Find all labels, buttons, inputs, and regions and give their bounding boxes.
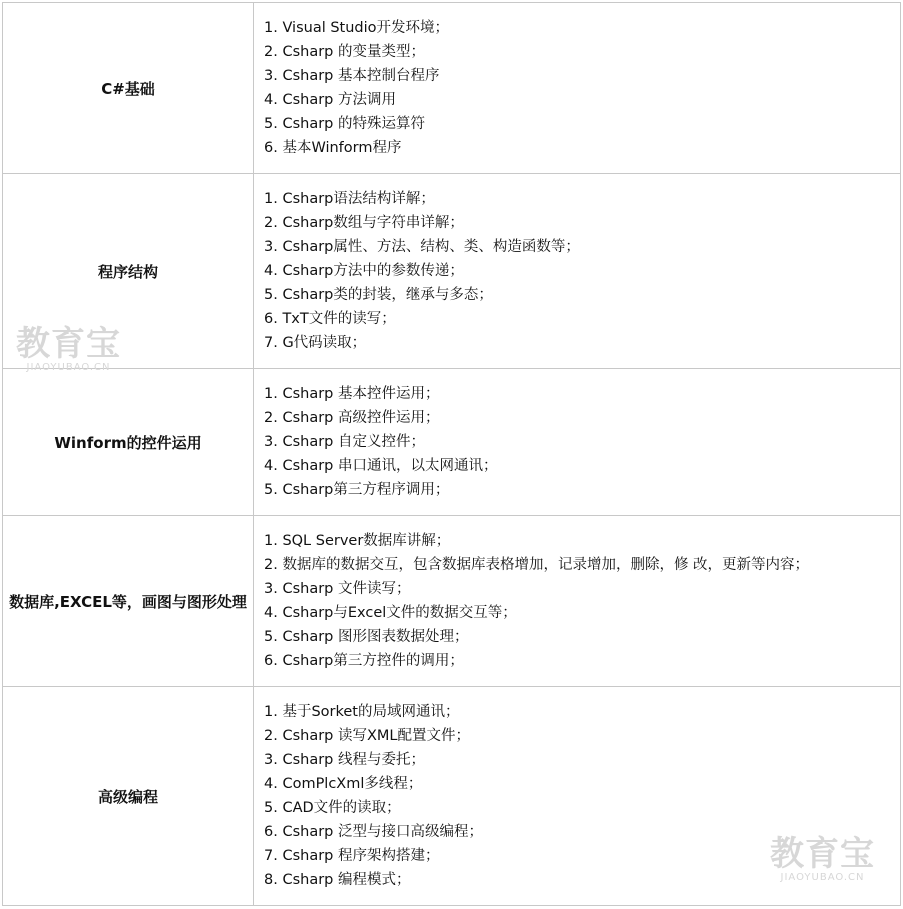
list-item: 1. SQL Server数据库讲解； [264, 533, 451, 549]
list-item: 7. Csharp 程序架构搭建； [264, 848, 440, 864]
course-table [2, 2, 901, 906]
list-item: 3. Csharp 文件读写； [264, 581, 411, 597]
list-item: 4. Csharp方法中的参数传递； [264, 263, 464, 279]
watermark-brand: 教育宝 [770, 834, 875, 874]
list-item: 4. Csharp与Excel文件的数据交互等； [264, 605, 517, 621]
list-item: 6. TxT文件的读写； [264, 311, 396, 327]
list-item: 5. Csharp 的特殊运算符 [264, 116, 425, 132]
table-row [3, 174, 901, 369]
list-item: 3. Csharp 基本控制台程序 [264, 68, 440, 84]
item-list [264, 187, 900, 355]
list-item: 6. 基本Winform程序 [264, 140, 402, 156]
list-item: 5. Csharp类的封装，继承与多态； [264, 287, 493, 303]
list-item: 7. G代码读取； [264, 335, 367, 351]
list-item: 2. Csharp数组与字符串详解； [264, 215, 464, 231]
list-item: 2. Csharp 读写XML配置文件； [264, 728, 470, 744]
list-item: 1. 基于Sorket的局域网通讯； [264, 704, 460, 720]
list-item: 6. Csharp 泛型与接口高级编程； [264, 824, 483, 840]
item-list [264, 700, 900, 892]
list-item: 4. ComPlcXml多线程； [264, 776, 423, 792]
topic-cell: 程序结构 [3, 174, 254, 369]
list-item: 2. 数据库的数据交互，包含数据库表格增加，记录增加，删除，修 改，更新等内容； [264, 557, 810, 573]
table-row [3, 3, 901, 174]
topic-cell: C#基础 [3, 3, 254, 174]
item-list [264, 16, 900, 160]
list-item: 3. Csharp 线程与委托； [264, 752, 425, 768]
topic-cell: Winform的控件运用 [3, 369, 254, 516]
table-row [3, 516, 901, 687]
watermark-domain: JIAOYUBAO.CN [26, 362, 111, 373]
list-item: 6. Csharp第三方控件的调用； [264, 653, 464, 669]
content-cell [254, 174, 901, 369]
list-item: 3. Csharp属性、方法、结构、类、构造函数等； [264, 239, 580, 255]
list-item: 1. Csharp语法结构详解； [264, 191, 435, 207]
list-item: 1. Visual Studio开发环境； [264, 20, 450, 36]
list-item: 5. Csharp第三方程序调用； [264, 482, 450, 498]
item-list [264, 529, 900, 673]
list-item: 4. Csharp 方法调用 [264, 92, 396, 108]
list-item: 5. CAD文件的读取； [264, 800, 401, 816]
content-cell [254, 516, 901, 687]
list-item: 8. Csharp 编程模式； [264, 872, 411, 888]
list-item: 5. Csharp 图形图表数据处理； [264, 629, 469, 645]
list-item: 3. Csharp 自定义控件； [264, 434, 425, 450]
topic-cell: 高级编程 [3, 687, 254, 906]
watermark-domain: JIAOYUBAO.CN [780, 872, 865, 883]
table-row [3, 687, 901, 906]
content-cell [254, 687, 901, 906]
topic-cell: 数据库,EXCEL等，画图与图形处理 [3, 516, 254, 687]
list-item: 4. Csharp 串口通讯，以太网通讯； [264, 458, 498, 474]
table-row [3, 369, 901, 516]
list-item: 2. Csharp 的变量类型； [264, 44, 425, 60]
content-cell [254, 3, 901, 174]
item-list [264, 382, 900, 502]
watermark-brand: 教育宝 [16, 324, 121, 364]
list-item: 1. Csharp 基本控件运用； [264, 386, 440, 402]
list-item: 2. Csharp 高级控件运用； [264, 410, 440, 426]
content-cell [254, 369, 901, 516]
